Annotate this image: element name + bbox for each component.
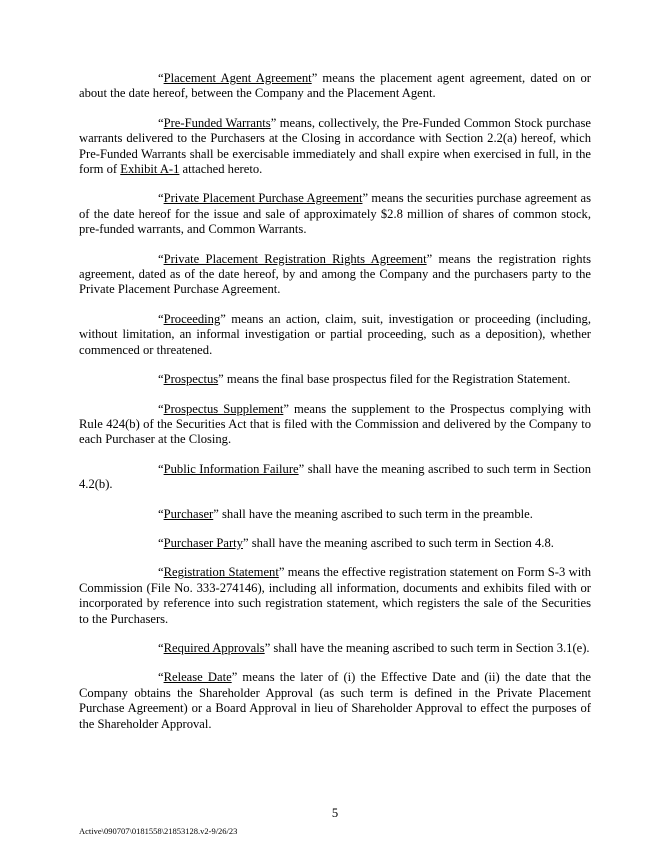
definition-text-tail: attached hereto. [179,162,263,177]
definition-private-placement-purchase-agreement: “Private Placement Purchase Agreement” means the securities purchase agreement as of the date hereof for the issue and sale of approximately $2.8 million of shares of common stock, pre-funded warrants, and Common Warrants. [79,191,591,237]
definition-text: means, collectively, the Pre-Funded Common Stock purchase warrants delivered to the Purchasers at the Closing in accordance with Section 2.2(a) hereof, which Pre-Funded Warrants shall be exercisable immediately and shall expire when exercised in full, in the form of [79,115,591,177]
definition-text: means the later of (i) the Effective Date and (ii) the date that the Company obtains the Shareholder Approval (as such term is defined in the Private Placement Purchase Agreement) or a Board Approval in lieu of Shareholder Approval to effect the purposes of the Shareholder Approval. [79,670,591,731]
definition-text: means the supplement to the Prospectus complying with Rule 424(b) of the Securities Act that is filed with the Commission and delivered by the Company to each Purchaser at the Closing. [79,401,591,447]
defined-term: Release Date [163,670,232,685]
definition-text: shall have the meaning ascribed to such term in Section 4.2(b). [79,461,591,492]
definition-text: means the registration rights agreement, dated as of the date hereof, by and among the Company and the purchasers party to the Private Placement Purchase Agreement. [79,251,591,297]
definition-text: means the securities purchase agreement as of the date hereof for the issue and sale of approximately $2.8 million of shares of common stock, pre-funded warrants, and Common Warrants. [79,191,591,237]
definition-private-placement-registration-rights-agreement: “Private Placement Registration Rights Agreement” means the registration rights agreement, dated as of the date hereof, by and among the Company and the purchasers party to the Private Placement Purchase Agreement. [79,251,591,297]
definition-prospectus: “Prospectus” means the final base prospectus filed for the Registration Statement. [158,372,571,387]
definition-pre-funded-warrants: “Pre-Funded Warrants” means, collectively, the Pre-Funded Common Stock purchase warrants delivered to the Purchasers at the Closing in accordance with Section 2.2(a) hereof, which Pre-Funded Warrants shall be exercisable immediately and shall expire when exercised in full, in the form of Exhibit A-1 attached hereto. [79,115,591,177]
definition-text: shall have the meaning ascribed to such term in the preamble. [218,506,533,521]
defined-term: Prospectus [163,372,219,387]
defined-term: Proceeding [163,311,221,326]
defined-term: Private Placement Registration Rights Agreement [163,251,427,266]
defined-term: Purchaser [163,506,214,521]
definition-placement-agent-agreement: “Placement Agent Agreement” means the placement agent agreement, dated on or about the date hereof, between the Company and the Placement Agent. [79,71,591,101]
defined-term: Prospectus Supplement [163,401,284,416]
definition-text: means an action, claim, suit, investigation or proceeding (including, without limitation, an informal investigation or partial proceeding, such as a deposition), whether commenced or threatened. [79,311,591,357]
definition-required-approvals: “Required Approvals” shall have the meaning ascribed to such term in Section 3.1(e). [158,640,590,655]
definition-text: shall have the meaning ascribed to such term in Section 4.8. [248,535,554,550]
definitions-body [79,71,591,746]
definition-text: means the placement agent agreement, dated on or about the date hereof, between the Company and the Placement Agent. [79,71,591,101]
definition-proceeding: “Proceeding” means an action, claim, suit, investigation or proceeding (including, without limitation, an informal investigation or partial proceeding, such as a deposition), whether commenced or threatened. [79,311,591,357]
definition-text: means the final base prospectus filed for the Registration Statement. [223,372,571,387]
defined-term: Purchaser Party [163,535,243,550]
definition-public-information-failure: “Public Information Failure” shall have the meaning ascribed to such term in Section 4.2(b). [79,461,591,492]
definition-release-date: “Release Date” means the later of (i) the Effective Date and (ii) the date that the Company obtains the Shareholder Approval (as such term is defined in the Private Placement Purchase Agreement) or a Board Approval in lieu of Shareholder Approval to effect the purposes of the Shareholder Approval. [79,670,591,731]
definition-purchaser: “Purchaser” shall have the meaning ascribed to such term in the preamble. [158,506,533,521]
defined-term: Private Placement Purchase Agreement [163,191,363,206]
document-id-footer: Active\090707\0181558\21853128.v2-9/26/23 [79,826,238,836]
defined-term: Placement Agent Agreement [163,71,312,85]
definition-purchaser-party: “Purchaser Party” shall have the meaning ascribed to such term in Section 4.8. [158,535,554,550]
definition-text: means the effective registration statement on Form S-3 with Commission (File No. 333-274146), including all information, documents and exhibits filed with or incorporated by reference into such registration statement, which registers the sale of the Securities to the Purchasers. [79,565,592,626]
definition-prospectus-supplement: “Prospectus Supplement” means the supplement to the Prospectus complying with Rule 424(b) of the Securities Act that is filed with the Commission and delivered by the Company to each Purchaser at the Closing. [79,401,591,447]
definition-registration-statement: “Registration Statement” means the effective registration statement on Form S-3 with Commission (File No. 333-274146), including all information, documents and exhibits filed with or incorporated by reference into such registration statement, which registers the sale of the Securities to the Purchasers. [79,565,592,626]
defined-term: Required Approvals [163,640,265,655]
defined-term: Registration Statement [163,565,279,580]
defined-term: Public Information Failure [163,461,299,476]
defined-term: Pre-Funded Warrants [163,115,271,130]
definition-text: shall have the meaning ascribed to such term in Section 3.1(e). [270,640,590,655]
exhibit-reference: Exhibit A-1 [120,162,180,177]
page-number: 5 [331,806,339,820]
